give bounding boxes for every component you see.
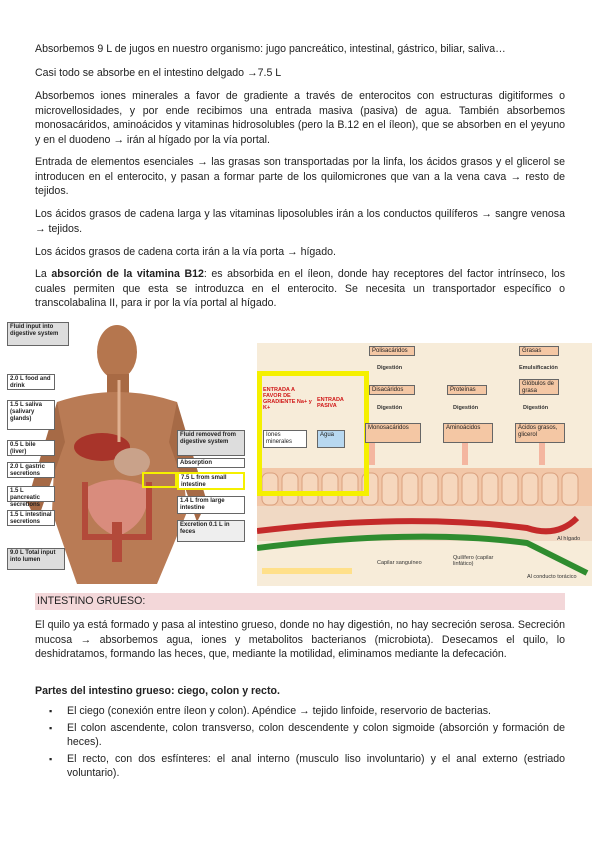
list-item: ▪ El recto, con dos esfínteres: el anal interno (musculo liso involuntario) y el anal externo (estriado voluntario).: [35, 752, 565, 781]
excretion-label: Excretion 0.1 L in feces: [177, 520, 245, 542]
removed-header: Fluid removed from digestive system: [177, 430, 245, 456]
fluid-balance-figure: [7, 322, 250, 584]
monosacaridos-box: Monosacáridos: [365, 423, 421, 443]
input-gastric: 2.0 L gastric secretions: [7, 462, 55, 478]
agua-box: Agua: [317, 430, 345, 448]
proteinas-box: Proteínas: [447, 385, 487, 395]
section-paragraph: El quilo ya está formado y pasa al intestino grueso, donde no hay digestión, no hay secreción serosa. Secreción mucosa → absorbemos agua, iones y metabolitos bacterianos (microbiota). Desecamos el quilo, lo deshidratamos, formando las heces, que, mediante la motilidad, eliminamos mediante la defecación.: [35, 619, 565, 661]
disacaridos-box: Disacáridos: [369, 385, 415, 395]
col1-digestion1: Digestión: [377, 365, 403, 371]
paragraph-short-chain: Los ácidos grasos de cadena corta irán a la vía porta → hígado.: [35, 246, 336, 258]
paragraph-b12: La absorción de la vitamina B12: es absorbida en el íleon, donde hay receptores del factor intrínseco, los cuales permiten que esta se introduzca en el enterocito. Se necesita un transportador específico o transcolabalina II, para ir por la vía portal al hígado.: [35, 268, 565, 310]
list-item: ▪ El colon ascendente, colon transverso, colon descendente y colon sigmoide (absorción y formación de heces).: [35, 721, 565, 750]
al-higado-label: Al hígado: [557, 536, 581, 542]
col1-digestion2: Digestión: [377, 405, 403, 411]
paragraph-fats: Entrada de elementos esenciales → las grasas son transportadas por la linfa, los ácidos grasos y el glicerol se introducen en el enterocito, y pasan a formar parte de los quilomicrones que van a la vena cava → resto de tejidos.: [35, 156, 565, 198]
b12-heading: absorción de la vitamina B12: [51, 268, 204, 280]
input-header: Fluid input into digestive system: [7, 322, 69, 346]
capilar-label: Capilar sanguíneo: [377, 560, 422, 566]
acidos-grasos-box: Ácidos grasos, glicerol: [515, 423, 565, 443]
input-bile: 0.5 L bile (liver): [7, 440, 55, 456]
input-intestinal: 1.5 L intestinal secretions: [7, 510, 55, 526]
section-heading: INTESTINO GRUESO:: [35, 593, 565, 610]
input-saliva: 1.5 L saliva (salivary glands): [7, 400, 55, 430]
iones-box: Iones minerales: [263, 430, 307, 448]
globulos-box: Glóbulos de grasa: [519, 379, 559, 395]
entrada-pasiva-label: ENTRADA PASIVA: [317, 397, 344, 409]
input-food: 2.0 L food and drink: [7, 374, 55, 390]
entrada-gradiente-label: ENTRADA A FAVOR DE GRADIENTE Na+ y K+: [263, 387, 312, 411]
parts-heading: Partes del intestino grueso: ciego, colon y recto.: [35, 685, 280, 697]
paragraph-juices: Absorbemos 9 L de jugos en nuestro organismo: jugo pancreático, intestinal, gástrico, biliar, saliva…: [35, 43, 506, 55]
polisacaridos-box: Polisacáridos: [369, 346, 415, 356]
total-input: 9.0 L Total input into lumen: [7, 548, 65, 570]
aminoacidos-box: Aminoácidos: [443, 423, 493, 443]
col3-digestion: Digestión: [523, 405, 549, 411]
parts-list: [35, 704, 565, 783]
paragraph-long-chain: Los ácidos grasos de cadena larga y las vitaminas liposolubles irán a los conductos quilíferos → sangre venosa → tejidos.: [35, 208, 565, 235]
paragraph-minerals: Absorbemos iones minerales a favor de gradiente a través de enterocitos con estructuras digitiformes o microvellosidades, y por ende recibimos una entrada masiva (pasiva) de agua. También absorbemos monosacáridos, aminoácidos y vitaminas hidrosolubles (pero la B.12 en el íleon), que se absorben en el yeyuno y en el duodeno → irán al hígado por la vía portal.: [35, 90, 565, 146]
quilifero-label: Quilífero (capilar linfático): [453, 555, 494, 567]
grasas-box: Grasas: [519, 346, 559, 356]
absorption-small-intestine: 7.5 L from small intestine: [177, 472, 245, 490]
paragraph-small-intestine: Casi todo se absorbe en el intestino delgado →7.5 L: [35, 67, 282, 79]
list-item: ▪ El ciego (conexión entre íleon y colon). Apéndice → tejido linfoide, reservorio de bacterias.: [35, 704, 565, 719]
al-conducto-label: Al conducto torácico: [527, 574, 577, 580]
absorption-label: Absorption: [177, 458, 245, 468]
col3-emulsificacion: Emulsificación: [519, 365, 558, 371]
absorption-large-intestine: 1.4 L from large intestine: [177, 496, 245, 514]
col2-digestion: Digestión: [453, 405, 479, 411]
highlight-arrow: [142, 472, 177, 488]
input-pancreatic: 1.5 L pancreatic secretions: [7, 486, 55, 502]
enterocyte-figure: [257, 343, 592, 586]
